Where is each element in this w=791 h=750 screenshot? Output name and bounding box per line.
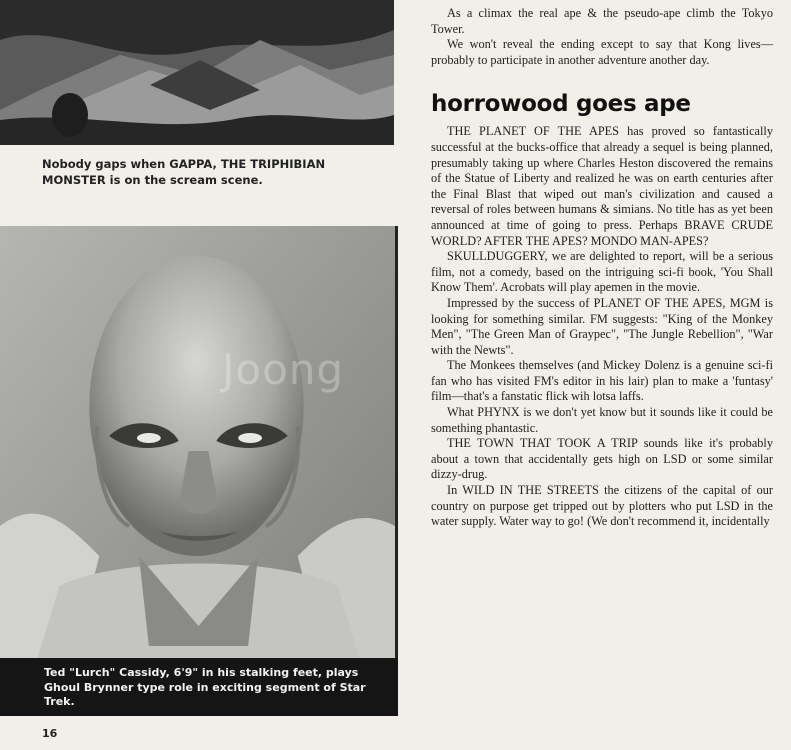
article-column bbox=[431, 0, 773, 530]
body-paragraph-2: SKULLDUGGERY, we are delighted to report, will be a serious film, not a comedy, based on the intriguing sci-fi book, 'You Shall Know Them'. Acrobats will play apemen in the movie. bbox=[431, 249, 773, 295]
portrait-photo bbox=[0, 226, 398, 716]
intro-paragraph-1: As a climax the real ape & the pseudo-ape climb the Tokyo Tower. bbox=[431, 6, 773, 36]
portrait-caption: Ted "Lurch" Cassidy, 6'9" in his stalking feet, plays Ghoul Brynner type role in exciting segment of Star Trek. bbox=[0, 658, 398, 716]
intro-paragraph-2: We won't reveal the ending except to say that Kong lives—probably to participate in another adventure another day. bbox=[431, 37, 773, 67]
monster-photo bbox=[0, 0, 394, 145]
intro-section bbox=[431, 0, 773, 68]
body-paragraph-3: Impressed by the success of PLANET OF THE APES, MGM is looking for something similar. FM suggests: "King of the Monkey Men", "The Green Man of Graypec", "The Jungle Rebellion", "War with the Newts". bbox=[431, 295, 773, 357]
body-paragraph-6: THE TOWN THAT TOOK A TRIP sounds like it's probably about a town that accidentally gets high on LSD or some similar dizzy-drug. bbox=[431, 436, 773, 482]
top-photo-caption: Nobody gaps when GAPPA, THE TRIPHIBIAN MONSTER is on the scream scene. bbox=[42, 157, 326, 187]
body-paragraph-5: What PHYNX is we don't yet know but it sounds like it could be something phantastic. bbox=[431, 405, 773, 435]
section-heading: horrowood goes ape bbox=[431, 91, 691, 118]
page-number: 16 bbox=[42, 727, 58, 740]
body-paragraph-7: In WILD IN THE STREETS the citizens of the capital of our country on purpose get tripped out by plotters who put LSD in the water supply. Water way to go! (We don't recommend it, incidentally bbox=[431, 483, 773, 529]
body-paragraph-4: The Monkees themselves (and Mickey Dolenz is a genuine sci-fi fan who has visited FM's editor in his lair) plan to make a 'funtasy' film—that's a fanstatic flick wih lotsa laffs. bbox=[431, 358, 773, 404]
watermark-text: Joong bbox=[222, 345, 345, 394]
body-paragraph-1: THE PLANET OF THE APES has proved so fantastically successful at the bucks-office that already a sequel is being planned, presumably taking up where Charles Heston discovered the remains of the Statue of Liberty and realized he was on earth centuries after the Final Blast that wiped out man's civilization and caused a reversal of roles between humans & simians. No title has as yet been announced at time of going to press. Perhaps BRAVE CRUDE WORLD? AFTER THE APES? MONDO MAN-APES? bbox=[431, 124, 773, 248]
